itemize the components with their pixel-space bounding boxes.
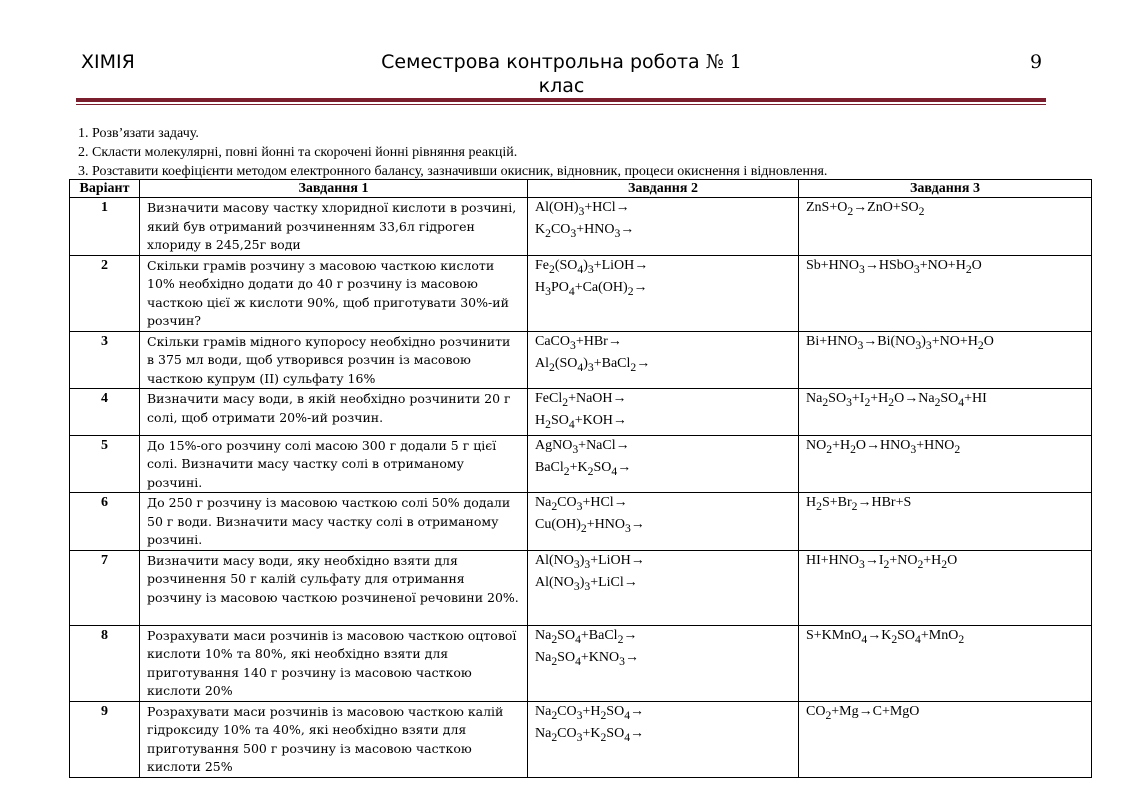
table-header-row bbox=[70, 180, 1092, 198]
task-1-problem: Скільки грамів розчину з масовою часткою кислоти 10% необхідно додати до 40 г розчину із масовою часткою цієї ж кислоти 90%, щоб приготувати 30%-ий розчин? bbox=[140, 255, 528, 331]
reaction-equation: AgNO$_3$+NaCl→ bbox=[535, 437, 630, 456]
task-2-reactions bbox=[528, 493, 799, 551]
table-row bbox=[70, 389, 1092, 436]
redox-equation: $Na_2SO_3+I_2+H_2O\to Na_2SO_4+HI$ bbox=[806, 391, 987, 409]
title-number: № 1 bbox=[705, 51, 742, 73]
reaction-equation: $Na_2CO_3+HCl\to$ bbox=[535, 495, 628, 513]
task-2-reactions bbox=[528, 255, 799, 331]
table-body bbox=[70, 198, 1092, 778]
header-task-3: Завдання 3 bbox=[799, 180, 1092, 198]
title-text: Семестрова контрольна робота bbox=[381, 51, 700, 73]
reaction-equation: $Na_2SO_4+KNO_3\to$ bbox=[535, 649, 639, 668]
redox-equation: $ZnS+O_2\to ZnO+SO_2$ bbox=[806, 200, 925, 218]
task-1-problem: Розрахувати маси розчинів із масовою часткою оцтової кислоти 10% та 80%, які необхідно взяти для приготування 140 г розчину із масовою часткою кислоти 20% bbox=[140, 625, 528, 701]
reaction-equation: $BaCl_2+K_2SO_4\to$ bbox=[535, 459, 632, 478]
subject-title: ХІМІЯ bbox=[81, 51, 135, 73]
reaction-equation: $Na_2SO_4+BaCl_2\to$ bbox=[535, 627, 638, 646]
table-row bbox=[70, 625, 1092, 701]
redox-equation: $S+KMnO_4\to K_2SO_4+MnO_2$ bbox=[806, 627, 965, 646]
table-row bbox=[70, 198, 1092, 256]
reaction-equation: FeCl$_2$+NaOH→ bbox=[535, 391, 627, 409]
redox-equation: $H_2S+Br_2\to HBr+S$ bbox=[806, 495, 912, 513]
reaction-equation: $Cu(OH)_2+HNO_3\to$ bbox=[535, 517, 645, 536]
reaction-equation: CaCO$_3$+HBr→ bbox=[535, 333, 622, 352]
variant-number: 5 bbox=[70, 435, 140, 493]
variant-number: 7 bbox=[70, 550, 140, 625]
task-1-problem: До 15%-ого розчину солі масою 300 г додали 5 г цієї солі. Визначити масу частку солі в отриманому розчині. bbox=[140, 435, 528, 493]
reaction-equation: $Na_2CO_3+H_2SO_4\to$ bbox=[535, 703, 645, 722]
reaction-equation: $H_3PO_4+Ca(OH)_2\to$ bbox=[535, 279, 648, 298]
task-3-redox bbox=[799, 550, 1092, 625]
variant-number: 4 bbox=[70, 389, 140, 436]
reaction-equation: $Al_2(SO_4)_3+BaCl_2\to$ bbox=[535, 355, 651, 374]
task-3-redox bbox=[799, 701, 1092, 777]
variant-number: 8 bbox=[70, 625, 140, 701]
header-rule-thin bbox=[76, 104, 1046, 105]
task-2-reactions bbox=[528, 550, 799, 625]
table-row bbox=[70, 435, 1092, 493]
task-1-problem: Скільки грамів мідного купоросу необхідно розчинити в 375 мл води, щоб утворився розчин із масовою часткою купрум (ІІ) сульфату 16% bbox=[140, 331, 528, 389]
task-1-problem: Визначити масу води, в якій необхідно розчинити 20 г солі, щоб отримати 20%-ий розчин. bbox=[140, 389, 528, 436]
variant-number: 2 bbox=[70, 255, 140, 331]
task-3-redox bbox=[799, 435, 1092, 493]
reaction-equation: $Fe_2(SO_4)_3+LiOH\to$ bbox=[535, 257, 649, 276]
task-2-reactions bbox=[528, 435, 799, 493]
task-3-redox bbox=[799, 493, 1092, 551]
reaction-equation: $Al(NO_3)_3+LiCl\to$ bbox=[535, 574, 638, 593]
reaction-equation: $K_2CO_3+HNO_3\to$ bbox=[535, 222, 635, 241]
reaction-equation: $Na_2CO_3+K_2SO_4\to$ bbox=[535, 725, 645, 744]
tasks-table bbox=[69, 179, 1092, 778]
table-row bbox=[70, 331, 1092, 389]
redox-equation: $Sb+HNO_3\to HSbO_3+NO+H_2O$ bbox=[806, 257, 982, 276]
instruction-1: 1. Розв’язати задачу. bbox=[78, 126, 199, 141]
task-3-redox bbox=[799, 625, 1092, 701]
variant-number: 1 bbox=[70, 198, 140, 256]
header-variant: Варіант bbox=[70, 180, 140, 198]
table-row bbox=[70, 493, 1092, 551]
header-task-2: Завдання 2 bbox=[528, 180, 799, 198]
instructions bbox=[78, 124, 827, 181]
task-2-reactions bbox=[528, 625, 799, 701]
table-row bbox=[70, 701, 1092, 777]
task-1-problem: Визначити масову частку хлоридної кислоти в розчині, який був отриманий розчиненням 33,6л гідроген хлориду в 245,25г води bbox=[140, 198, 528, 256]
variant-number: 3 bbox=[70, 331, 140, 389]
reaction-equation: $H_2SO_4+KOH\to$ bbox=[535, 413, 627, 432]
grade-number: 9 bbox=[1030, 51, 1043, 73]
redox-equation: $CO_2+Mg\to C+MgO$ bbox=[806, 703, 920, 722]
redox-equation: $Bi+HNO_3\to Bi(NO_3)_3+NO+H_2O$ bbox=[806, 333, 994, 352]
task-1-problem: До 250 г розчину із масовою часткою солі 50% додали 50 г води. Визначити масу частку солі в отриманому розчині. bbox=[140, 493, 528, 551]
task-3-redox bbox=[799, 389, 1092, 436]
instruction-3: 3. Розставити коефіцієнти методом електронного балансу, зазначивши окисник, відновник, процеси окиснення і відновлення. bbox=[78, 164, 828, 179]
task-3-redox bbox=[799, 198, 1092, 256]
task-3-redox bbox=[799, 255, 1092, 331]
redox-equation: $HI+HNO_3\to I_2+NO_2+H_2O$ bbox=[806, 552, 958, 571]
title-class: клас bbox=[538, 75, 585, 97]
header-task-1: Завдання 1 bbox=[140, 180, 528, 198]
task-2-reactions bbox=[528, 198, 799, 256]
task-1-problem: Визначити масу води, яку необхідно взяти для розчинення 50 г калій сульфату для отримання розчину із масовою часткою розчиненої речовини 20%. bbox=[140, 550, 528, 625]
redox-equation: $NO_2+H_2O\to HNO_3+HNO_2$ bbox=[806, 437, 961, 456]
instruction-2: 2. Скласти молекулярні, повні йонні та скорочені йонні рівняння реакцій. bbox=[78, 145, 518, 160]
header-rule-thick bbox=[76, 98, 1046, 102]
variant-number: 6 bbox=[70, 493, 140, 551]
task-2-reactions bbox=[528, 389, 799, 436]
document-title bbox=[0, 50, 1123, 98]
variant-number: 9 bbox=[70, 701, 140, 777]
table-row bbox=[70, 255, 1092, 331]
table-row bbox=[70, 550, 1092, 625]
reaction-equation: $Al(NO_3)_3+LiOH\to$ bbox=[535, 552, 645, 571]
task-2-reactions bbox=[528, 331, 799, 389]
reaction-equation: $Al(OH)_3+HCl\to$ bbox=[535, 200, 630, 218]
task-2-reactions bbox=[528, 701, 799, 777]
task-3-redox bbox=[799, 331, 1092, 389]
task-1-problem: Розрахувати маси розчинів із масовою часткою калій гідроксиду 10% та 40%, які необхідно взяти для приготування 500 г розчину із масовою часткою кислоти 25% bbox=[140, 701, 528, 777]
